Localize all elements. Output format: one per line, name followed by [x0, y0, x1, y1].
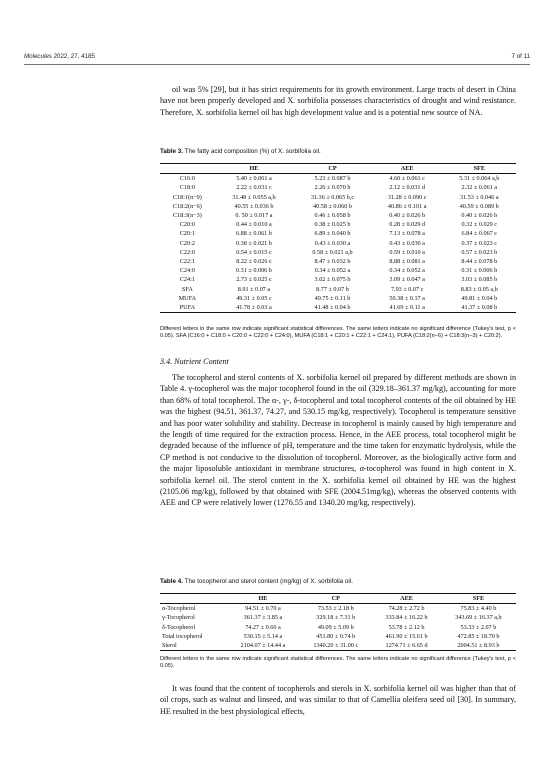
row-label: C18:1(n−9)	[172, 193, 202, 201]
table-cell: 53.78 ± 2.12 b	[388, 623, 425, 631]
table-cell: 7.93 ± 0.07 c	[390, 285, 424, 293]
table-cell: 8.22 ± 0.026 c	[236, 258, 272, 266]
table4-caption	[160, 578, 516, 585]
row-label: C18:3(n−3)	[172, 212, 202, 220]
table-cell: 0.32 ± 0.029 c	[461, 221, 498, 229]
table-cell: 41.78 ± 0.03 a	[236, 304, 272, 312]
table-cell: 41.37 ± 0.08 b	[461, 304, 498, 312]
table-cell: 0.34 ± 0.052 a	[389, 267, 425, 275]
table-row	[160, 239, 516, 248]
table-cell: 74.28 ± 2.72 b	[388, 605, 425, 613]
table-cell: 2.22 ± 0.031 c	[236, 184, 272, 192]
table-cell: 361.37 ± 3.85 a	[243, 614, 283, 622]
table4-caption-text: The tocopherol and sterol content (mg/kg) of X. sorbifolia oil.	[182, 578, 353, 585]
table-cell: 50.38 ± 0.17 a	[389, 294, 425, 302]
table-cell: 0.43 ± 0.030 a	[389, 239, 425, 247]
paragraph-2: The tocopherol and sterol contents of X. sorbifolia kernel oil prepared by different methods are shown in Table 4. γ-tocopherol was the major tocopherol found in the oil (329.18–361.37 mg/kg), accounting for more than 68% of total tocopherol. The α-, γ-, δ-tocopherol and total tocopherol contents of the oil obtained by HE was the highest (94.51, 361.37, 74.27, and 530.15 mg/kg, respectively). Tocopherol is temperature sensitive and has poor water solubility and stability. Decrease in tocopherol is mainly caused by high temperature and the length of time required for the extraction process. Hence, in the AEE process, total tocopherol might be degraded because of the influence of pH, temperature and the time taken for enzymatic hydrolysis, while the CP method is not conducive to the dissolution of tocopherol. Moreover, as the biologically active form and the major liposoluble antioxidant in membrane structures, α-tocopherol was found in high content in X. sorbifolia kernel oil. The sterol content in the X. sorbifolia kernel oil obtained by HE was the highest (2105.06 mg/kg), followed by that obtained with SFE (2004.51mg/kg), whereas the observed contents with AEE and CP were relatively lower (1276.55 and 1340.20 mg/kg, respectively).	[160, 373, 516, 508]
table-cell: 31.53 ± 0.046 a	[459, 193, 499, 201]
table-row	[160, 193, 516, 202]
table-cell: 0.40 ± 0.026 b	[389, 212, 426, 220]
row-label: SFA	[181, 285, 193, 293]
table-cell: 5.40 ± 0.061 a	[236, 175, 272, 183]
row-label: MUFA	[178, 294, 197, 302]
table-cell: 5.23 ± 0.087 b	[314, 175, 351, 183]
table4-col-header: AEE	[400, 595, 413, 602]
table-row	[160, 303, 516, 313]
table-cell: 530.15 ± 5.14 a	[243, 632, 283, 640]
table3-caption-label: Table 3.	[160, 148, 183, 155]
table-row	[160, 275, 516, 284]
table-cell: 2004.51 ± 8.93 b	[457, 642, 500, 650]
table-cell: 41.69 ± 0.11 a	[389, 304, 425, 312]
table-cell: 53.33 ± 2.07 b	[460, 623, 497, 631]
row-label: C18:0	[179, 184, 195, 192]
table-cell: 0.44 ± 0.010 a	[236, 221, 272, 229]
table-cell: 472.85 ± 18.70 b	[457, 632, 500, 640]
table-row	[160, 202, 516, 211]
table3-header-row	[160, 164, 516, 174]
table-cell: 0.34 ± 0.052 a	[314, 267, 351, 275]
table-cell: 5.31 ± 0.064 a,b	[459, 175, 500, 183]
table-cell: 31.28 ± 0.090 c	[387, 193, 427, 201]
table-cell: 1340.20 ± 31.00 c	[313, 642, 359, 650]
table-cell: 40.59 ± 0.089 b	[459, 202, 499, 210]
table-cell: 0.31 ± 0.006 b	[461, 267, 498, 275]
table-cell: 1274.71 ± 6.65 d	[385, 642, 428, 650]
table-cell: 94.51 ± 0.70 a	[245, 605, 281, 613]
table-cell: 31.48 ± 0.055 a,b	[232, 193, 276, 201]
table-cell: 2.12 ± 0.031 d	[389, 184, 426, 192]
table3-caption	[160, 148, 516, 155]
table-row	[160, 294, 516, 303]
table-cell: 451.80 ± 0.74 b	[316, 632, 356, 640]
table-cell: 461.90 ± 15.61 b	[385, 632, 428, 640]
table-cell: 41.48 ± 0.04 b	[314, 304, 351, 312]
table-cell: 0.54 ± 0.015 c	[236, 248, 272, 256]
table4-col-header: HE	[258, 595, 268, 602]
table4-col-header	[160, 594, 227, 604]
table-cell: 49.75 ± 0.11 b	[314, 294, 351, 302]
table4-header-row	[160, 594, 516, 604]
table-row	[160, 285, 516, 294]
table-cell: 2.73 ± 0.025 c	[236, 276, 272, 284]
table4-caption-label: Table 4.	[160, 578, 183, 585]
table-cell: 0.57 ± 0.023 b	[461, 248, 498, 256]
table-cell: 0. 50 ± 0.017 a	[235, 212, 273, 220]
table3-col-header: HE	[249, 165, 259, 172]
table-cell: 0.59 ± 0.010 a	[389, 248, 425, 256]
table-cell: 75.83 ± 4.40 b	[460, 605, 497, 613]
table4-col-header: CP	[331, 595, 340, 602]
table-cell: 40.58 ± 0.060 b	[313, 202, 352, 210]
table-cell: 8.91 ± 0.07 a	[237, 285, 271, 293]
table-3	[160, 163, 516, 313]
table4-note: Different letters in the same row indicate significant statistical differences. The same letters indicate no significant difference (Tukey's test, p < 0.05).	[160, 656, 516, 670]
table-row	[160, 248, 516, 257]
row-label: C24:0	[179, 267, 195, 275]
row-label: γ-Tocopherol	[162, 614, 195, 622]
row-label: C20:0	[179, 221, 195, 229]
table-cell: 8.88 ± 0.081 a	[389, 258, 425, 266]
table-cell: 0.40 ± 0.026 b	[461, 212, 498, 220]
table-cell: 7.13 ± 0.078 a	[389, 230, 425, 238]
table-cell: 8.83 ± 0.05 a,b	[460, 285, 498, 293]
table-cell: 2.26 ± 0.070 b	[314, 184, 351, 192]
row-label: C20:2	[179, 239, 195, 247]
table-cell: 333.84 ± 16.22 b	[385, 614, 428, 622]
table-cell: 0.43 ± 0.030 a	[314, 239, 351, 247]
table-row	[160, 257, 516, 266]
table-cell: 0.46 ± 0.058 b	[314, 212, 351, 220]
table-cell: 49.31 ± 0.05 c	[236, 294, 272, 302]
table3-note: Different letters in the same row indicate significant statistical differences. The same letters indicate no significant difference (Tukey's test, p < 0.05). SFA (C16:0 + C18:0 + C20:0 + C22:0 + C24:0), MUFA (C18:1 + C20:1 + C22:1 + C24:1), PUFA (C18:2(n−6) + C18:3(n−3) + C20:2).	[160, 326, 516, 340]
table-cell: 6.84 ± 0.067 c	[461, 230, 498, 238]
table-row	[160, 183, 516, 192]
header-rule	[24, 64, 530, 65]
page-header	[24, 53, 530, 60]
table-row	[160, 229, 516, 238]
table-cell: 49.09 ± 5.09 b	[317, 623, 354, 631]
table-cell: 0.58 ± 0.021 a,b	[312, 248, 353, 256]
table-cell: 31.36 ± 0.065 b,c	[310, 193, 355, 201]
table-row	[160, 613, 516, 622]
row-label: Total tocopherol	[162, 632, 203, 640]
table-cell: 4.60 ± 0.061 c	[389, 175, 425, 183]
table-cell: 2.32 ± 0.061 a	[461, 184, 498, 192]
paragraph-1: oil was 5% [29], but it has strict requirements for its growth environment. Large tracts of desert in China have not been properly developed and X. sorbifolia possesses characteristics of drought and wind resistance. Therefore, X. sorbifolia kernel oil has high development value and is a potential new source of NA.	[160, 85, 516, 117]
table3-caption-text: The fatty acid composition (%) of X. sorbifolia oil.	[182, 148, 321, 155]
journal-name: Molecules	[24, 53, 52, 60]
journal-citation: 2022, 27, 4185	[51, 53, 95, 60]
table-row	[160, 220, 516, 229]
section-title: 3.4. Nutrient Content	[160, 357, 229, 366]
table3-col-header: SFE	[473, 165, 485, 172]
row-label: α-Tocopherol	[162, 605, 196, 613]
table-row	[160, 623, 516, 632]
table4-col-header: SFE	[472, 595, 485, 602]
table-cell: 40.55 ± 0.036 b	[234, 202, 274, 210]
table-cell: 8.77 ± 0.07 b	[316, 285, 349, 293]
row-label: δ-Tocopherol	[162, 623, 196, 631]
row-label: C22:0	[179, 248, 195, 256]
table-row	[160, 604, 516, 614]
table-cell: 0.31 ± 0.006 b	[236, 267, 272, 275]
table-row	[160, 174, 516, 184]
table-cell: 6.89 ± 0.040 b	[314, 230, 351, 238]
table3-col-header: CP	[328, 165, 337, 172]
table-cell: 343.69 ± 16.37 a,b	[455, 614, 502, 622]
table3-col-header: AEE	[400, 165, 414, 172]
table-cell: 2104.07 ± 14.44 a	[240, 642, 286, 650]
table-cell: 49.81 ± 0.04 b	[461, 294, 498, 302]
table3-col-header	[160, 164, 215, 174]
table-cell: 329.18 ± 7.31 b	[316, 614, 356, 622]
table-row	[160, 266, 516, 275]
table-cell: 0.38 ± 0.025 b	[314, 221, 351, 229]
table-4	[160, 593, 516, 651]
table-cell: 0.37 ± 0.023 c	[461, 239, 498, 247]
row-label: Sterol	[162, 642, 177, 650]
row-label: C22:1	[179, 258, 195, 266]
page-number: 7 of 11	[511, 53, 530, 60]
table-cell: 8.47 ± 0.032 b	[314, 258, 351, 266]
row-label: C20:1	[179, 230, 195, 238]
table-cell: 6.88 ± 0.061 b	[236, 230, 272, 238]
table-cell: 40.86 ± 0.101 a	[387, 202, 427, 210]
table-cell: 0.38 ± 0.021 b	[236, 239, 272, 247]
table-cell: 74.27 ± 0.60 a	[245, 623, 281, 631]
table-cell: 8.44 ± 0.078 b	[461, 258, 498, 266]
table-cell: 3.09 ± 0.047 a	[389, 276, 425, 284]
row-label: C16:0	[179, 175, 195, 183]
table-cell: 73.53 ± 2.18 b	[317, 605, 354, 613]
table-cell: 3.02 ± 0.075 b	[314, 276, 351, 284]
table-cell: 3.03 ± 0.085 b	[461, 276, 498, 284]
row-label: PUFA	[179, 304, 196, 312]
table-row	[160, 641, 516, 651]
table-cell: 0.28 ± 0.029 d	[389, 221, 426, 229]
table-row	[160, 632, 516, 641]
row-label: C18:2(n−6)	[172, 202, 202, 210]
row-label: C24:1	[179, 276, 195, 284]
paragraph-3: It was found that the content of tocopherols and sterols in X. sorbifolia kernel oil was higher than that of oil crops, such as walnut and linseed, and was similar to that of Camellia oleifera seed oil [30]. In summary, HE resulted in the best physiological effects,	[160, 684, 516, 716]
table-row	[160, 211, 516, 220]
